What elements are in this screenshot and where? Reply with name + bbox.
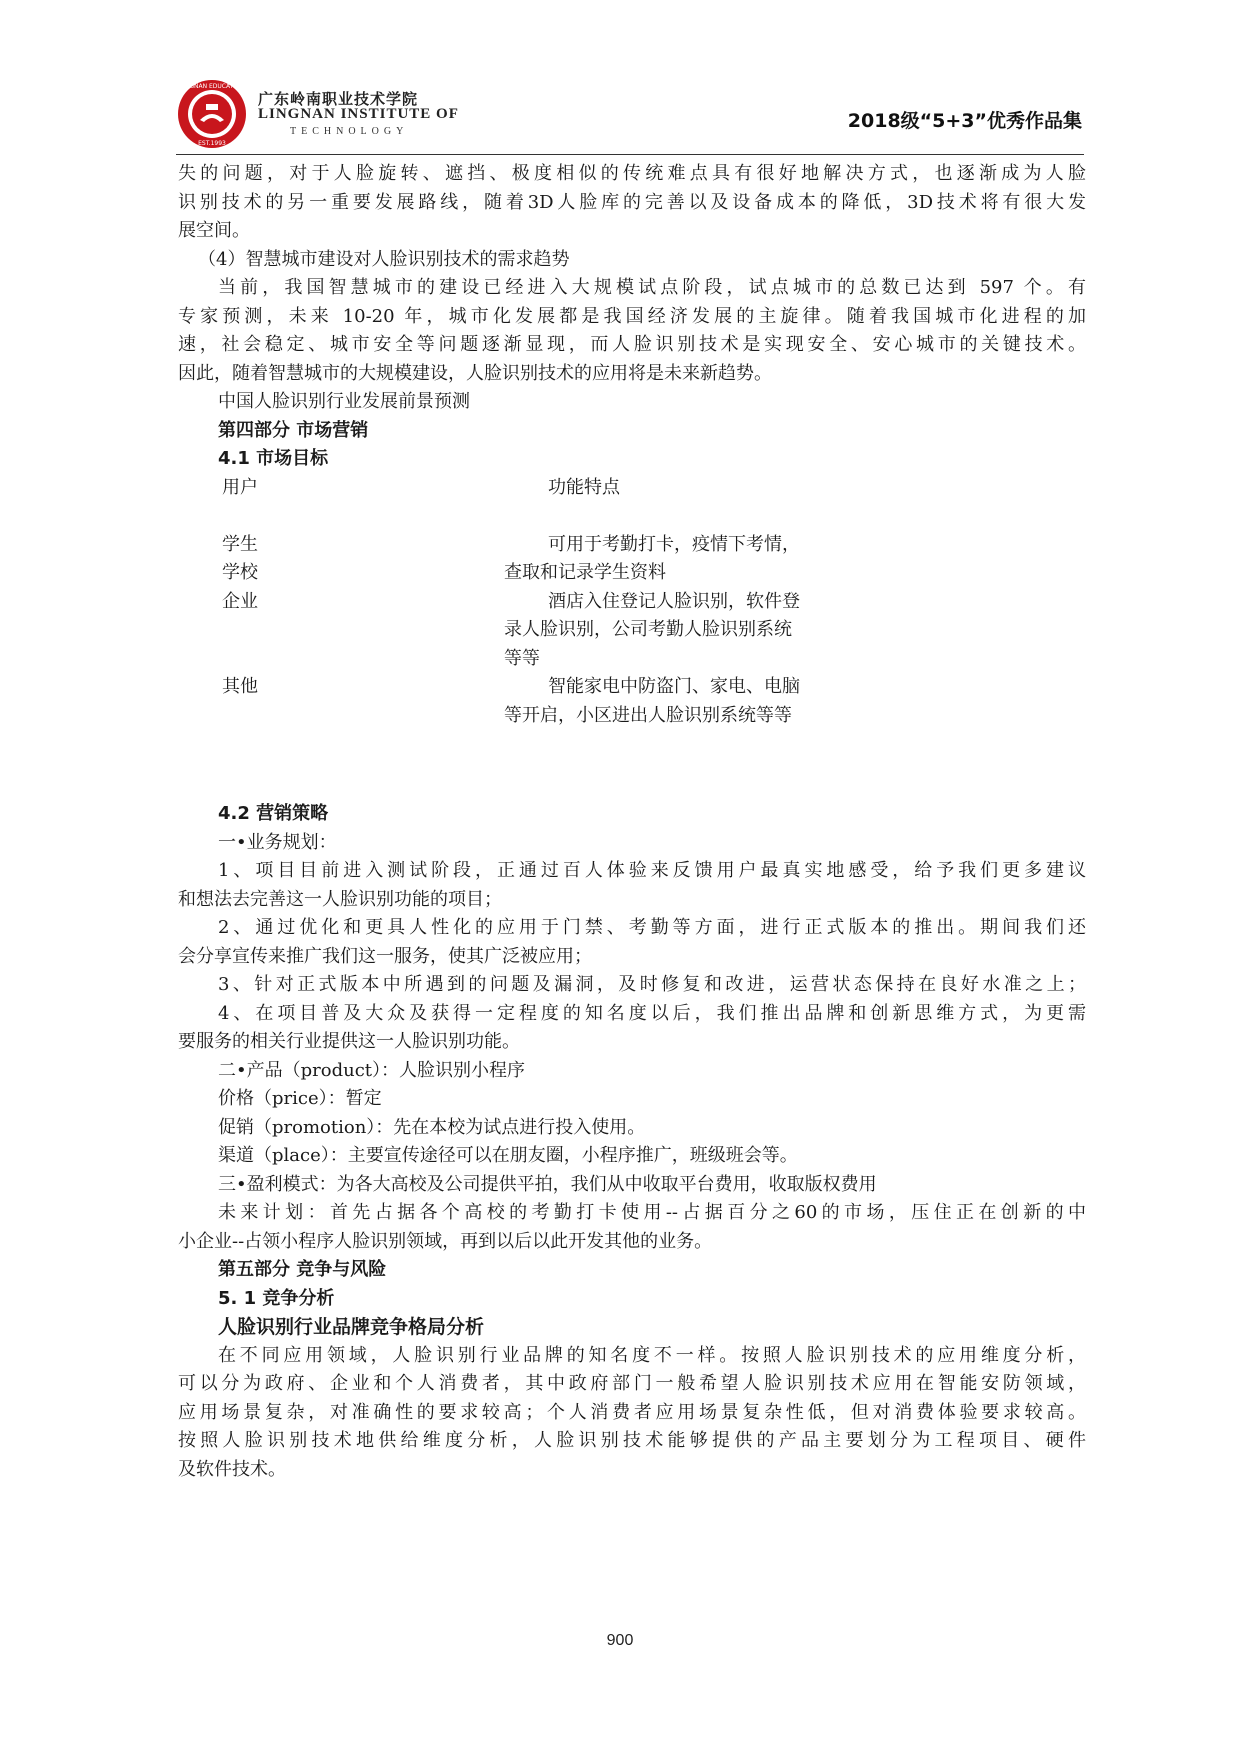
collection-title: 2018级“5+3”优秀作品集 xyxy=(847,110,1082,132)
list-item-continued: 和想法去完善这一人脸识别功能的项目； xyxy=(178,888,502,910)
page-number: 900 xyxy=(606,1632,634,1649)
page-body xyxy=(178,160,1086,1484)
institute-name-en-line2: TECHNOLOGY xyxy=(290,126,409,137)
promotion-line: 促销（promotion）：先在本校为试点进行投入使用。 xyxy=(218,1116,646,1138)
profit-line: 三•盈利模式：为各大高校及公司提供平拍，我们从中收取平台费用，收取版权费用 xyxy=(218,1173,877,1195)
table-cell-user: 其他 xyxy=(222,676,258,697)
part-title: 第四部分 市场营销 xyxy=(218,419,369,441)
paragraph-line: 在不同应用领域，人脸识别行业品牌的知名度不一样。按照人脸识别技术的应用维度分析， xyxy=(218,1344,1086,1366)
institute-name-cn: 广东岭南职业技术学院 xyxy=(258,90,419,108)
list-item-continued: 要服务的相关行业提供这一人脸识别功能。 xyxy=(178,1031,520,1052)
paragraph-line: 专家预测，未来 10-20 年，城市化发展都是我国经济发展的主旋律。随着我国城市化进程的加 xyxy=(178,305,1086,327)
table-cell-user: 学生 xyxy=(222,533,258,555)
paragraph-line: 失的问题，对于人脸旋转、遮挡、极度相似的传统难点具有很好地解决方式，也逐渐成为人脸 xyxy=(178,163,1086,184)
paragraph-line: 应用场景复杂，对准确性的要求较高；个人消费者应用场景复杂性低，但对消费体验要求较高。 xyxy=(178,1401,1086,1423)
section-title: 4.2 营销策略 xyxy=(218,803,329,824)
paragraph-line: 展空间。 xyxy=(178,220,250,241)
list-item-continued: 会分享宣传来推广我们这一服务，使其广泛被应用； xyxy=(178,945,592,967)
table-row xyxy=(178,531,1086,560)
table-cell-feature: 查取和记录学生资料 xyxy=(504,562,666,583)
paragraph-line: 按照人脸识别技术地供给维度分析，人脸识别技术能够提供的产品主要划分为工程项目、硬件 xyxy=(178,1430,1086,1451)
table-row xyxy=(178,616,1086,645)
future-plan-line: 未来计划：首先占据各个高校的考勤打卡使用--占据百分之60的市场，压住正在创新的中 xyxy=(218,1202,1086,1223)
part-title: 第五部分 竞争与风险 xyxy=(218,1259,387,1280)
institute-logo-icon xyxy=(176,78,248,150)
table-row xyxy=(178,702,1086,731)
table-cell-feature: 可用于考勤打卡，疫情下考情， xyxy=(548,533,800,555)
list-item: 4、在项目普及大众及获得一定程度的知名度以后，我们推出品牌和创新思维方式，为更需 xyxy=(218,1002,1086,1024)
section-title: 5. 1 竞争分析 xyxy=(218,1287,335,1309)
paragraph-line: 当前，我国智慧城市的建设已经进入大规模试点阶段，试点城市的总数已达到 597 个。有 xyxy=(218,277,1086,298)
figure-caption: 中国人脸识别行业发展前景预测 xyxy=(218,391,470,412)
product-line: 二•产品（product）：人脸识别小程序 xyxy=(218,1059,526,1081)
svg-text:LINGNAN EDUCATION: LINGNAN EDUCATION xyxy=(179,83,245,90)
table-cell-feature: 酒店入住登记人脸识别，软件登 xyxy=(548,590,800,612)
market-target-table xyxy=(178,474,1086,731)
table-header-feature: 功能特点 xyxy=(548,476,620,498)
header-divider xyxy=(176,154,1084,155)
table-row xyxy=(178,673,1086,702)
subsection-heading: （4）智慧城市建设对人脸识别技术的需求趋势 xyxy=(198,248,570,270)
page-header xyxy=(0,0,1240,160)
list-item: 1、项目目前进入测试阶段，正通过百人体验来反馈用户最真实地感受，给予我们更多建议 xyxy=(218,860,1086,881)
section-title: 4.1 市场目标 xyxy=(218,448,329,469)
list-item: 2、通过优化和更具人性化的应用于门禁、考勤等方面，进行正式版本的推出。期间我们还 xyxy=(218,917,1086,938)
paragraph-line: 及软件技术。 xyxy=(178,1458,286,1480)
paragraph-line: 因此，随着智慧城市的大规模建设，人脸识别技术的应用将是未来新趋势。 xyxy=(178,362,772,384)
list-heading: 一•业务规划： xyxy=(218,831,337,853)
price-line: 价格（price）：暂定 xyxy=(218,1088,382,1109)
table-cell-user: 学校 xyxy=(222,562,258,583)
svg-text:EST.1993: EST.1993 xyxy=(198,140,226,147)
table-cell-feature: 智能家电中防盗门、家电、电脑 xyxy=(548,676,800,697)
table-cell-feature: 等等 xyxy=(504,647,540,669)
table-row xyxy=(178,588,1086,617)
paragraph-line: 可以分为政府、企业和个人消费者，其中政府部门一般希望人脸识别技术应用在智能安防领域， xyxy=(178,1373,1086,1394)
future-plan-line: 小企业--占领小程序人脸识别领域，再到以后以此开发其他的业务。 xyxy=(178,1230,713,1252)
paragraph-line: 速，社会稳定、城市安全等问题逐渐显现，而人脸识别技术是实现安全、安心城市的关键技术。 xyxy=(178,334,1086,355)
paragraph-line: 识别技术的另一重要发展路线，随着3D人脸库的完善以及设备成本的降低，3D技术将有很大发 xyxy=(178,191,1086,213)
place-line: 渠道（place）：主要宣传途径可以在朋友圈，小程序推广，班级班会等。 xyxy=(218,1145,798,1166)
table-cell-feature: 等开启，小区进出人脸识别系统等等 xyxy=(504,704,792,726)
table-row xyxy=(178,645,1086,674)
table-header-user: 用户 xyxy=(222,476,258,498)
subsection-heading: 人脸识别行业品牌竞争格局分析 xyxy=(218,1316,485,1338)
institute-name-en-line1: LINGNAN INSTITUTE OF xyxy=(258,106,459,122)
table-cell-user: 企业 xyxy=(222,590,258,612)
table-header-row xyxy=(178,474,1086,503)
table-row xyxy=(178,559,1086,588)
table-cell-feature: 录人脸识别，公司考勤人脸识别系统 xyxy=(504,619,792,640)
list-item: 3、针对正式版本中所遇到的问题及漏洞，及时修复和改进，运营状态保持在良好水准之上； xyxy=(218,974,1086,995)
